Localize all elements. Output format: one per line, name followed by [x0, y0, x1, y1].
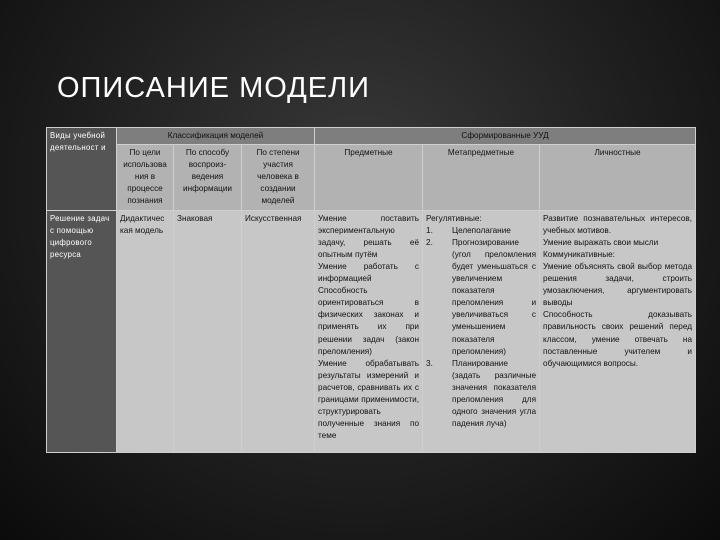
classification-header: Классификация моделей: [117, 128, 315, 145]
by-purpose-header: По цели использова ния в процессе познания: [117, 145, 174, 210]
meta-item-num: 1.: [426, 225, 433, 235]
personal-uud-header: Личностные: [540, 145, 696, 210]
by-purpose-cell: Дидактичес кая модель: [117, 210, 174, 452]
personal-uud-cell: Развитие познавательных интересов, учебных мотивов. Умение выражать свои мысли Коммуникативные: Умение объяснять свой выбор метода решения задачи, строить умозаключения, аргументировать выводы Способность доказывать правильность своих решений перед классом, умение отвечать на поставленные учителем и обучающимися вопросы.: [540, 210, 696, 452]
metasubject-uud-cell: [423, 210, 540, 452]
activity-cell: Решение задач с помощью цифрового ресурса: [47, 210, 117, 452]
meta-item-text: Целеполагание: [452, 225, 511, 235]
meta-item-num: 2.: [426, 237, 433, 247]
meta-item-num: 3.: [426, 358, 433, 368]
meta-item: [426, 358, 536, 431]
meta-item: [426, 237, 536, 358]
subject-uud-cell: Умение поставить экспериментальную задачу, решать её опытным путём Умение работать с информацией Способность ориентироваться в физических законах и применять их при решении задач (закон преломления) Умение обрабатывать результаты измерений и расчетов, сравнивать их с границами применимости, структурировать полученные знания по теме: [315, 210, 423, 452]
uud-header: Сформированные УУД: [315, 128, 696, 145]
page-title: ОПИСАНИЕ МОДЕЛИ: [57, 72, 371, 104]
by-method-header: По способу воспроиз- ведения информации: [174, 145, 242, 210]
meta-heading: Регулятивные:: [426, 213, 482, 223]
meta-item-text: Прогнозирование (угол преломления будет уменьшаться с увеличением показателя преломления и увеличиваться с уменьшением показателя преломления): [452, 237, 537, 356]
meta-item: [426, 225, 536, 237]
model-description-table: [46, 127, 696, 453]
metasubject-uud-header: Метапредметные: [423, 145, 540, 210]
by-participation-cell: Искусственная: [242, 210, 315, 452]
meta-item-text: Планирование (задать различные значения показателя преломления для одного значения угла падения луча): [452, 358, 537, 429]
subject-uud-header: Предметные: [315, 145, 423, 210]
by-method-cell: Знаковая: [174, 210, 242, 452]
activity-type-header: Виды учебной деятельност и: [47, 128, 117, 211]
by-participation-header: По степени участия человека в создании моделей: [242, 145, 315, 210]
